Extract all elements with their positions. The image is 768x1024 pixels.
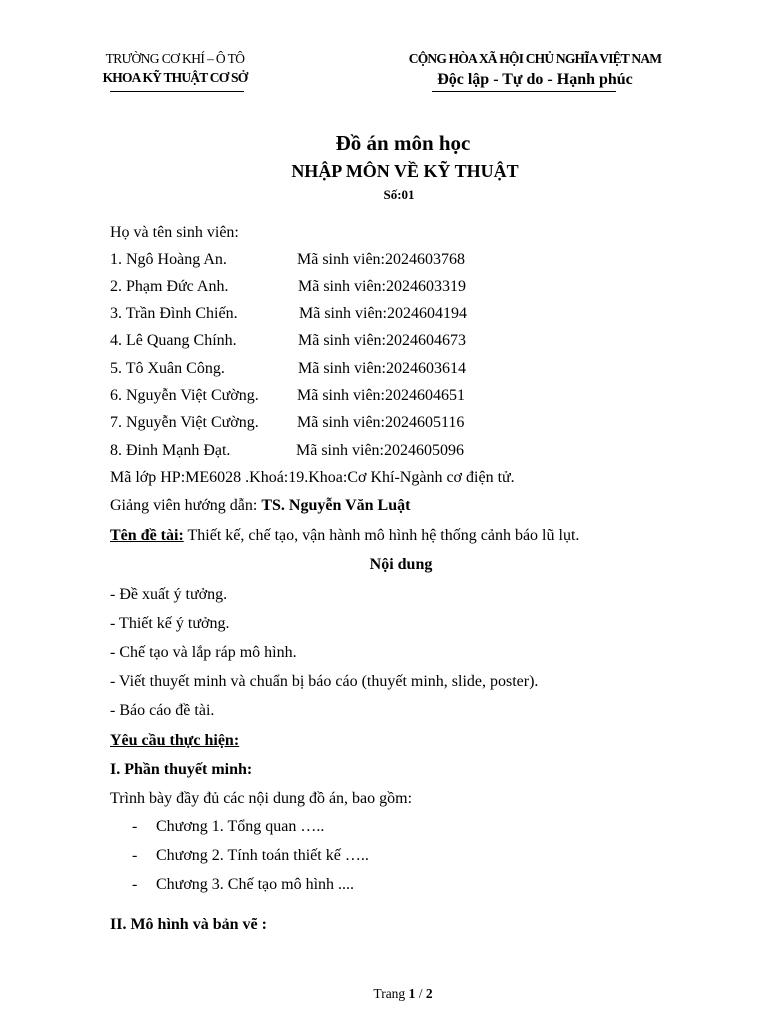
student-name: 4. Lê Quang Chính. <box>110 332 237 349</box>
part1-intro: Trình bày đầy đủ các nội dung đồ án, bao gồm: <box>110 790 413 807</box>
page-total: 2 <box>425 986 433 1001</box>
student-id: Mã sinh viên:2024603614 <box>298 360 466 377</box>
page-separator: / <box>415 986 426 1001</box>
chapter-item: Chương 1. Tổng quan ….. <box>156 818 325 835</box>
page-footer <box>0 986 768 1002</box>
student-id: Mã sinh viên:2024605096 <box>296 442 464 459</box>
content-item: - Báo cáo đề tài. <box>110 702 215 719</box>
chapter-bullet: - <box>132 876 138 893</box>
class-info: Mã lớp HP:ME6028 .Khoá:19.Khoa:Cơ Khí-Ngành cơ điện tử. <box>110 469 515 486</box>
student-id: Mã sinh viên:2024603768 <box>297 251 465 268</box>
national-title: CỘNG HÒA XÃ HỘI CHỦ NGHĨA VIỆT NAM <box>408 51 662 66</box>
student-name: 1. Ngô Hoàng An. <box>110 251 227 268</box>
content-item: - Thiết kế ý tưởng. <box>110 615 230 632</box>
content-item: - Chế tạo và lắp ráp mô hình. <box>110 644 297 661</box>
content-item: - Đề xuất ý tưởng. <box>110 586 228 603</box>
student-id: Mã sinh viên:2024604651 <box>297 387 465 404</box>
student-id: Mã sinh viên:2024604673 <box>298 332 466 349</box>
student-name: 8. Đinh Mạnh Đạt. <box>110 442 231 459</box>
faculty-name: KHOA KỸ THUẬT CƠ SỞ <box>102 70 248 85</box>
student-name: 7. Nguyễn Việt Cường. <box>110 414 259 431</box>
student-name: 2. Phạm Đức Anh. <box>110 278 229 295</box>
content-item: - Viết thuyết minh và chuẩn bị báo cáo (thuyết minh, slide, poster). <box>110 673 539 690</box>
student-id: Mã sinh viên:2024604194 <box>299 305 467 322</box>
national-motto: Độc lập - Tự do - Hạnh phúc <box>437 71 633 88</box>
student-name: 3. Trần Đình Chiến. <box>110 305 238 322</box>
student-name: 6. Nguyễn Việt Cường. <box>110 387 259 404</box>
topic-label: Tên đề tài: <box>110 527 184 544</box>
document-title: Đồ án môn học <box>335 131 471 155</box>
instructor-line <box>110 496 410 516</box>
page-current: 1 <box>408 986 416 1001</box>
school-name: TRƯỜNG CƠ KHÍ – Ô TÔ <box>105 51 245 66</box>
part2-heading: II. Mô hình và bản vẽ : <box>110 916 267 933</box>
content-heading: Nội dung <box>369 556 433 573</box>
motto-underline <box>432 91 616 92</box>
faculty-underline <box>110 91 244 92</box>
part1-heading: I. Phần thuyết minh: <box>110 761 253 778</box>
instructor-label: Giảng viên hướng dẫn: <box>110 497 262 514</box>
chapter-item: Chương 2. Tính toán thiết kế ….. <box>156 847 369 864</box>
chapter-bullet: - <box>132 818 138 835</box>
document-number: Số:01 <box>383 187 415 202</box>
topic-text: Thiết kế, chế tạo, vận hành mô hình hệ thống cảnh báo lũ lụt. <box>183 527 580 544</box>
page-prefix: Trang <box>373 986 409 1001</box>
chapter-item: Chương 3. Chế tạo mô hình .... <box>156 876 355 893</box>
course-name: NHẬP MÔN VỀ KỸ THUẬT <box>291 161 519 181</box>
chapter-bullet: - <box>132 847 138 864</box>
instructor-name: TS. Nguyễn Văn Luật <box>261 497 411 514</box>
topic-line <box>110 526 579 546</box>
student-id: Mã sinh viên:2024605116 <box>297 414 465 431</box>
students-label: Họ và tên sinh viên: <box>110 224 239 241</box>
student-id: Mã sinh viên:2024603319 <box>298 278 466 295</box>
student-name: 5. Tô Xuân Công. <box>110 360 225 377</box>
requirements-heading: Yêu cầu thực hiện: <box>110 732 240 749</box>
